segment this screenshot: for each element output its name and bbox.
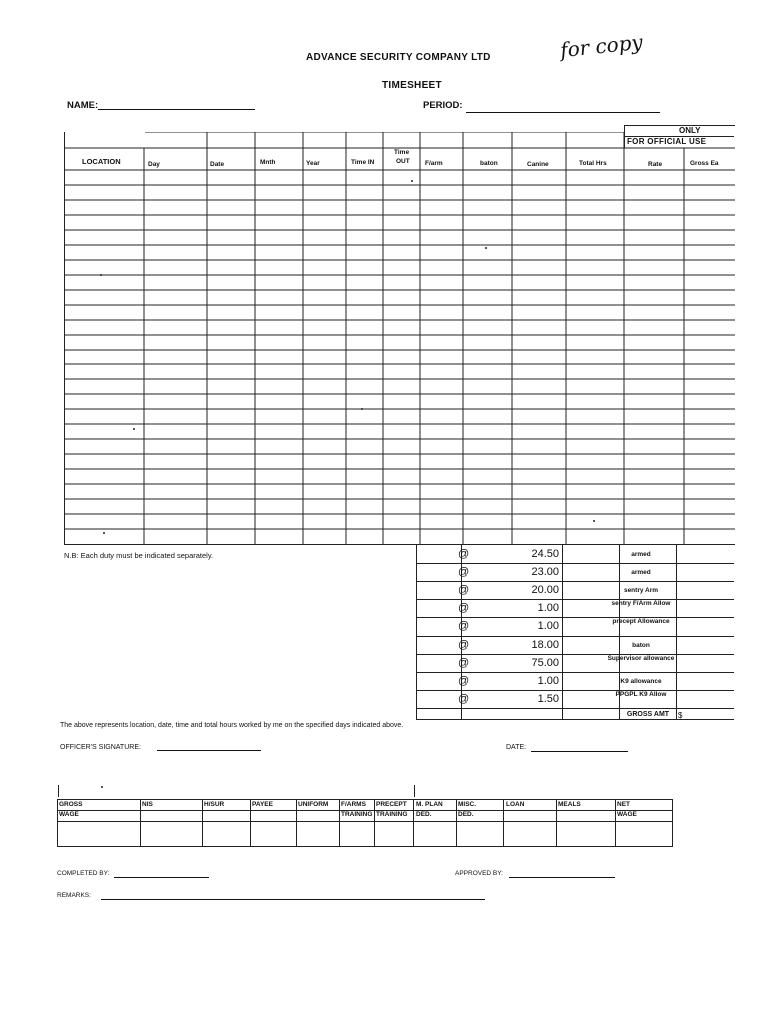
rate-at-7: @ bbox=[458, 675, 470, 687]
rate-value-4: 1.00 bbox=[537, 620, 559, 632]
header-location: LOCATION bbox=[82, 157, 121, 166]
header-time-out-2: OUT bbox=[396, 158, 410, 165]
rate-label-2: sentry Arm bbox=[623, 587, 659, 594]
approved-by-field[interactable] bbox=[509, 868, 615, 878]
rate-value-7: 1.00 bbox=[537, 675, 559, 687]
ded-hsur: H/SUR bbox=[204, 801, 225, 808]
company-name: ADVANCE SECURITY COMPANY LTD bbox=[306, 52, 491, 63]
date-label: DATE: bbox=[506, 744, 527, 751]
rate-label-1: armed bbox=[631, 569, 651, 576]
nb-note: N.B: Each duty must be indicated separately. bbox=[64, 551, 214, 560]
ded-nis: NIS bbox=[142, 801, 153, 808]
ded-net-1: NET bbox=[617, 801, 630, 808]
official-use-line1: ONLY bbox=[679, 126, 701, 135]
rate-label-8: PPGPL K9 Allow bbox=[615, 691, 667, 698]
rate-at-3: @ bbox=[458, 602, 470, 614]
ded-farms-2: TRAINING bbox=[341, 811, 373, 818]
remarks-label: REMARKS: bbox=[57, 892, 91, 899]
period-field[interactable] bbox=[466, 102, 660, 113]
handwritten-note: for copy bbox=[558, 29, 644, 63]
declaration: The above represents location, date, time and total hours worked by me on the specified days indicated above. bbox=[60, 722, 404, 729]
rate-at-6: @ bbox=[458, 657, 470, 669]
official-use-line2: FOR OFFICIAL USE bbox=[627, 137, 707, 146]
rate-label-3: sentry F/Arm Allow bbox=[611, 600, 671, 607]
doc-title: TIMESHEET bbox=[382, 80, 442, 91]
rates-box bbox=[416, 545, 734, 721]
header-date: Date bbox=[210, 161, 225, 168]
ded-payee: PAYEE bbox=[252, 801, 273, 808]
rate-value-6: 75.00 bbox=[531, 657, 559, 669]
grid-lines bbox=[65, 132, 735, 544]
completed-by-label: COMPLETED BY: bbox=[57, 870, 110, 877]
completed-by-field[interactable] bbox=[114, 868, 209, 878]
officer-signature-field[interactable] bbox=[157, 741, 261, 751]
rate-value-8: 1.50 bbox=[537, 693, 559, 705]
header-baton: baton bbox=[480, 160, 498, 167]
ded-farms-1: F/ARMS bbox=[341, 801, 366, 808]
rate-at-5: @ bbox=[458, 639, 470, 651]
ded-mplan-1: M. PLAN bbox=[416, 801, 443, 808]
header-month: Mnth bbox=[260, 159, 276, 166]
gross-amt-label: GROSS AMT bbox=[626, 711, 670, 718]
rate-value-5: 18.00 bbox=[531, 639, 559, 651]
ded-uniform: UNIFORM bbox=[298, 801, 329, 808]
ded-misc-2: DED. bbox=[458, 811, 474, 818]
rate-at-4: @ bbox=[458, 620, 470, 632]
rate-at-2: @ bbox=[458, 584, 470, 596]
name-label: NAME: bbox=[67, 100, 99, 111]
ded-precept-1: PRECEPT bbox=[376, 801, 407, 808]
rate-value-1: 23.00 bbox=[531, 566, 559, 578]
officer-signature-label: OFFICER'S SIGNATURE: bbox=[60, 744, 141, 751]
ded-net-2: WAGE bbox=[617, 811, 637, 818]
ded-gross-1: GROSS bbox=[59, 801, 83, 808]
approved-by-label: APPROVED BY: bbox=[455, 870, 504, 877]
header-day: Day bbox=[148, 161, 160, 168]
header-year: Year bbox=[306, 160, 320, 167]
ded-precept-2: TRAINING bbox=[376, 811, 408, 818]
header-farm: F/arm bbox=[425, 160, 443, 167]
remarks-field[interactable] bbox=[101, 891, 485, 900]
rate-label-0: armed bbox=[631, 551, 651, 558]
header-gross: Gross Ea bbox=[690, 160, 719, 167]
timesheet-table bbox=[64, 132, 735, 545]
rate-at-8: @ bbox=[458, 693, 470, 705]
deductions-table bbox=[57, 799, 673, 847]
header-time-in: Time IN bbox=[351, 159, 375, 166]
name-field[interactable] bbox=[98, 99, 255, 110]
ded-gross-2: WAGE bbox=[59, 811, 79, 818]
gross-amt-currency: $ bbox=[678, 711, 683, 720]
header-rate: Rate bbox=[648, 161, 663, 168]
rate-at-0: @ bbox=[458, 548, 470, 560]
rate-value-0: 24.50 bbox=[531, 548, 559, 560]
rate-label-4: precept Allowance bbox=[612, 618, 670, 625]
ded-misc-1: MISC. bbox=[458, 801, 477, 808]
header-total-hrs: Total Hrs bbox=[579, 160, 607, 167]
ded-mplan-2: DED. bbox=[416, 811, 432, 818]
header-time-out-1: Time bbox=[394, 149, 410, 156]
rate-value-2: 20.00 bbox=[531, 584, 559, 596]
rate-label-7: K9 allowance bbox=[620, 678, 662, 685]
rate-label-6: Supervisor allowance bbox=[607, 655, 675, 662]
period-label: PERIOD: bbox=[423, 100, 463, 111]
date-field[interactable] bbox=[531, 742, 628, 752]
ded-loan: LOAN bbox=[506, 801, 525, 808]
ded-meals: MEALS bbox=[558, 801, 581, 808]
header-canine: Canine bbox=[527, 161, 549, 168]
rate-at-1: @ bbox=[458, 566, 470, 578]
rate-value-3: 1.00 bbox=[537, 602, 559, 614]
rate-label-5: baton bbox=[632, 642, 650, 649]
